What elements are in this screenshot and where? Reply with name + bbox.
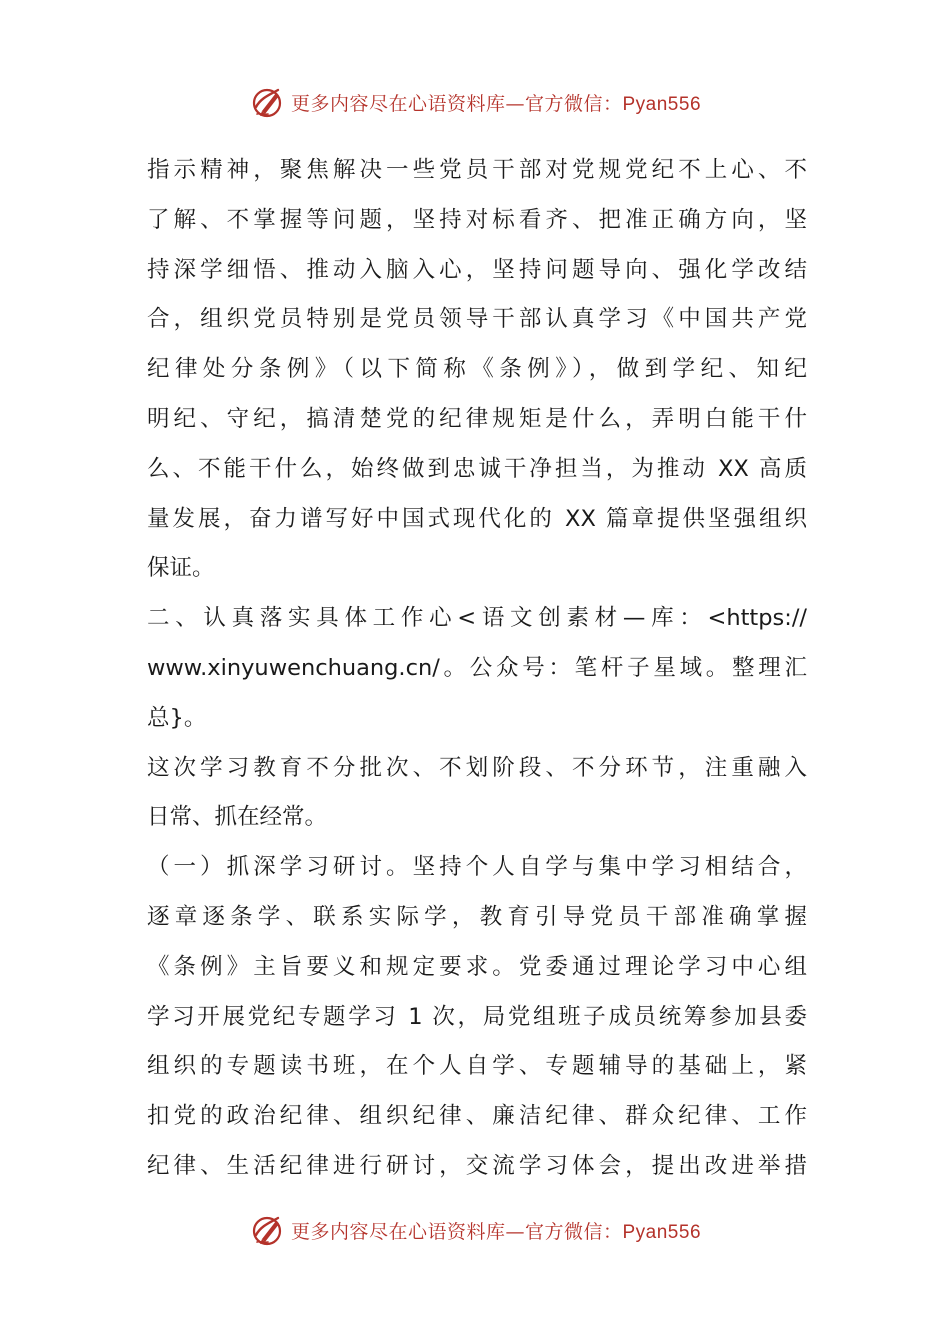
text-line: 总}。: [147, 704, 207, 731]
banner-content: [249, 84, 701, 120]
pen-logo-icon: [249, 84, 285, 120]
text-line: 明纪、守纪，搞清楚党的纪律规矩是什么，弄明白能干什: [147, 405, 807, 432]
text-line: 日常、抓在经常。: [147, 804, 328, 831]
text-line: www.xinyuwenchuang.cn/。公众号：笔杆子星域。整理汇: [147, 654, 807, 681]
text-line: 持深学细悟、推动入脑入心，坚持问题导向、强化学改结: [147, 256, 807, 283]
text-line: 了解、不掌握等问题，坚持对标看齐、把准正确方向，坚: [147, 206, 807, 233]
banner-wechat-id: Pyan556: [622, 93, 702, 115]
document-body: [147, 146, 807, 1192]
text-line: 纪律处分条例》（以下简称《条例》），做到学纪、知纪: [147, 356, 807, 383]
banner-text: [291, 89, 701, 116]
banner-content: [249, 1212, 701, 1248]
text-line: 纪律、生活纪律进行研讨，交流学习体会，提出改进举措: [147, 1152, 807, 1179]
text-line: 么、不能干什么，始终做到忠诚干净担当，为推动 XX 高质: [147, 455, 807, 482]
text-line: 保证。: [147, 555, 215, 582]
banner-label: 更多内容尽在心语资料库—官方微信：: [290, 1220, 623, 1243]
text-line: 量发展，奋力谱写好中国式现代化的 XX 篇章提供坚强组织: [147, 505, 807, 532]
text-line: 逐章逐条学、联系实际学，教育引导党员干部准确掌握: [147, 903, 807, 930]
text-line: 指示精神，聚焦解决一些党员干部对党规党纪不上心、不: [147, 157, 807, 183]
banner-label: 更多内容尽在心语资料库—官方微信：: [290, 92, 623, 115]
text-line: 扣党的政治纪律、组织纪律、廉洁纪律、群众纪律、工作: [147, 1103, 807, 1130]
header-watermark-banner: [0, 80, 950, 124]
text-line: 组织的专题读书班，在个人自学、专题辅导的基础上，紧: [147, 1053, 807, 1080]
text-line: 《条例》主旨要义和规定要求。党委通过理论学习中心组: [147, 953, 807, 980]
pen-logo-icon: [249, 1212, 285, 1248]
footer-watermark-banner: [0, 1208, 950, 1252]
text-line: 学习开展党纪专题学习 1 次，局党组班子成员统筹参加县委: [147, 1003, 807, 1030]
text-line: 合，组织党员特别是党员领导干部认真学习《中国共产党: [147, 306, 807, 333]
text-line: 这次学习教育不分批次、不划阶段、不分环节，注重融入: [147, 754, 807, 781]
text-line: （一）抓深学习研讨。坚持个人自学与集中学习相结合，: [147, 854, 807, 881]
text-line: 二、认真落实具体工作心<语文创素材—库：<https://: [147, 605, 807, 632]
banner-wechat-id: Pyan556: [622, 1221, 702, 1243]
banner-text: [291, 1217, 701, 1244]
